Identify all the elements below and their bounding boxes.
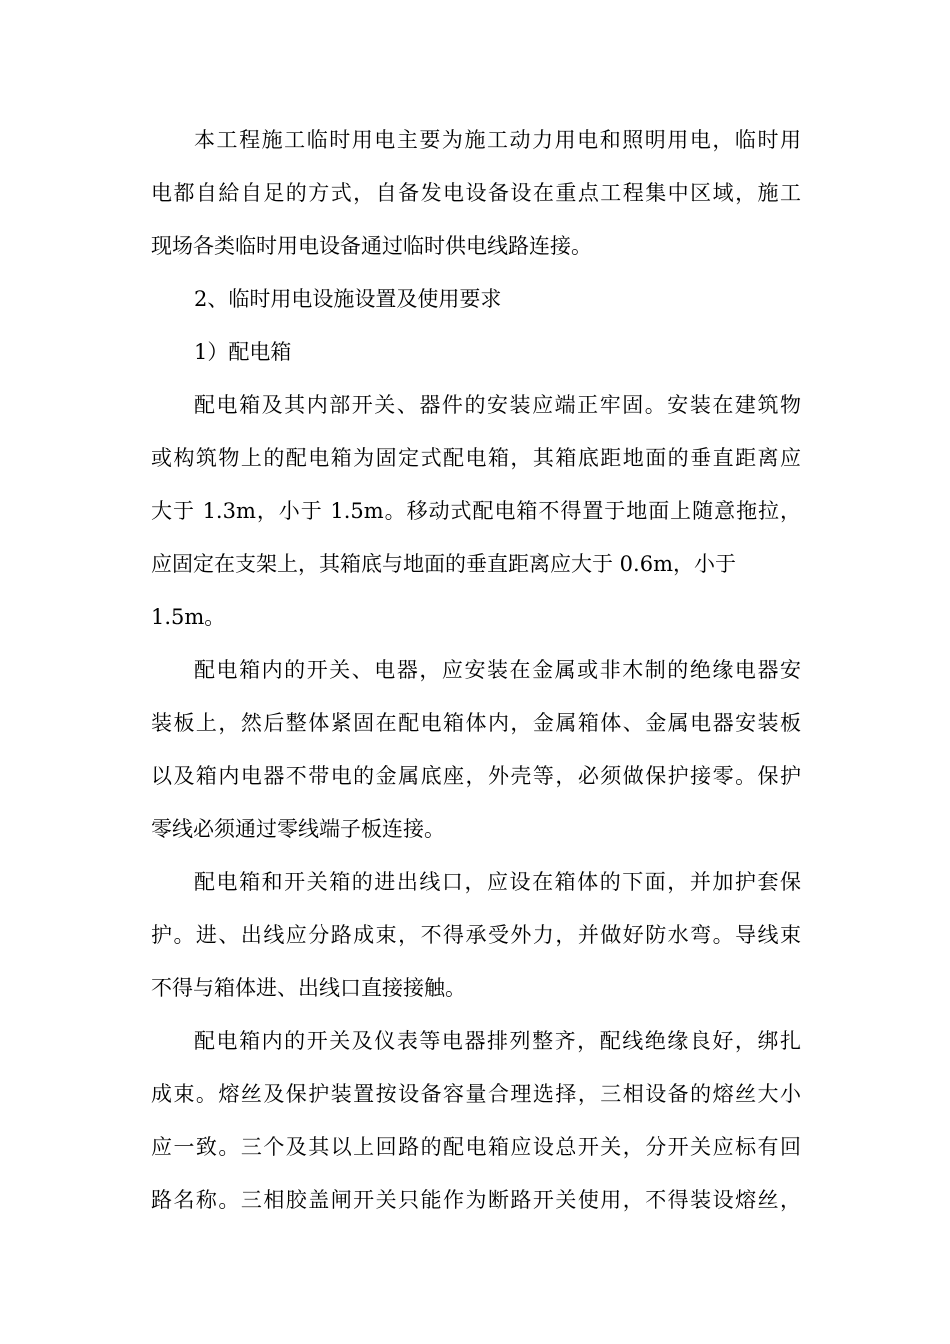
paragraph-line: 应一致。三个及其以上回路的配电箱应设总开关，分开关应标有回 — [151, 1135, 801, 1159]
paragraph-line: 配电箱及其内部开关、器件的安装应端正牢固。安装在建筑物 — [194, 393, 801, 417]
paragraph-line: 1.5m。 — [151, 605, 226, 629]
paragraph-line: 配电箱内的开关、电器，应安装在金属或非木制的绝缘电器安 — [194, 658, 801, 682]
paragraph-arrangement — [151, 1015, 801, 1227]
paragraph-intro — [151, 114, 801, 273]
paragraph-line: 装板上，然后整体紧固在配电箱体内，金属箱体、金属电器安装板 — [151, 711, 801, 735]
paragraph-line: 护。进、出线应分路成束，不得承受外力，并做好防水弯。导线束 — [151, 923, 801, 947]
paragraph-line: 成束。熔丝及保护装置按设备容量合理选择，三相设备的熔丝大小 — [151, 1082, 801, 1106]
paragraph-cable-entry — [151, 856, 801, 1015]
paragraph-line: 以及箱内电器不带电的金属底座，外壳等，必须做保护接零。保护 — [151, 764, 801, 788]
paragraph-line: 现场各类临时用电设备通过临时供电线路连接。 — [151, 234, 592, 258]
paragraph-line: 大于 1.3m，小于 1.5m。移动式配电箱不得置于地面上随意拖拉， — [151, 499, 801, 523]
paragraph-line: 配电箱内的开关及仪表等电器排列整齐，配线绝缘良好，绑扎 — [194, 1029, 801, 1053]
paragraph-line: 应固定在支架上，其箱底与地面的垂直距离应大于 0.6m，小于 — [151, 552, 736, 576]
paragraph-line: 路名称。三相胶盖闸开关只能作为断路开关使用，不得装设熔丝， — [151, 1188, 801, 1212]
paragraph-line: 或构筑物上的配电箱为固定式配电箱，其箱底距地面的垂直距离应 — [151, 446, 801, 470]
subsection-heading-text: 1）配电箱 — [194, 340, 292, 364]
paragraph-line: 电都自給自足的方式，自备发电设备设在重点工程集中区域，施工 — [151, 181, 801, 205]
paragraph-line: 配电箱和开关箱的进出线口，应设在箱体的下面，并加护套保 — [194, 870, 801, 894]
section-heading-text: 2、临时用电设施设置及使用要求 — [194, 287, 502, 311]
paragraph-line: 不得与箱体进、出线口直接接触。 — [151, 976, 466, 1000]
subsection-heading — [151, 326, 801, 379]
paragraph-mounting-board — [151, 644, 801, 856]
paragraph-line: 零线必须通过零线端子板连接。 — [151, 817, 445, 841]
paragraph-line: 本工程施工临时用电主要为施工动力用电和照明用电，临时用 — [194, 128, 801, 152]
section-heading — [151, 273, 801, 326]
document-body — [151, 114, 801, 1227]
paragraph-installation — [151, 379, 801, 644]
